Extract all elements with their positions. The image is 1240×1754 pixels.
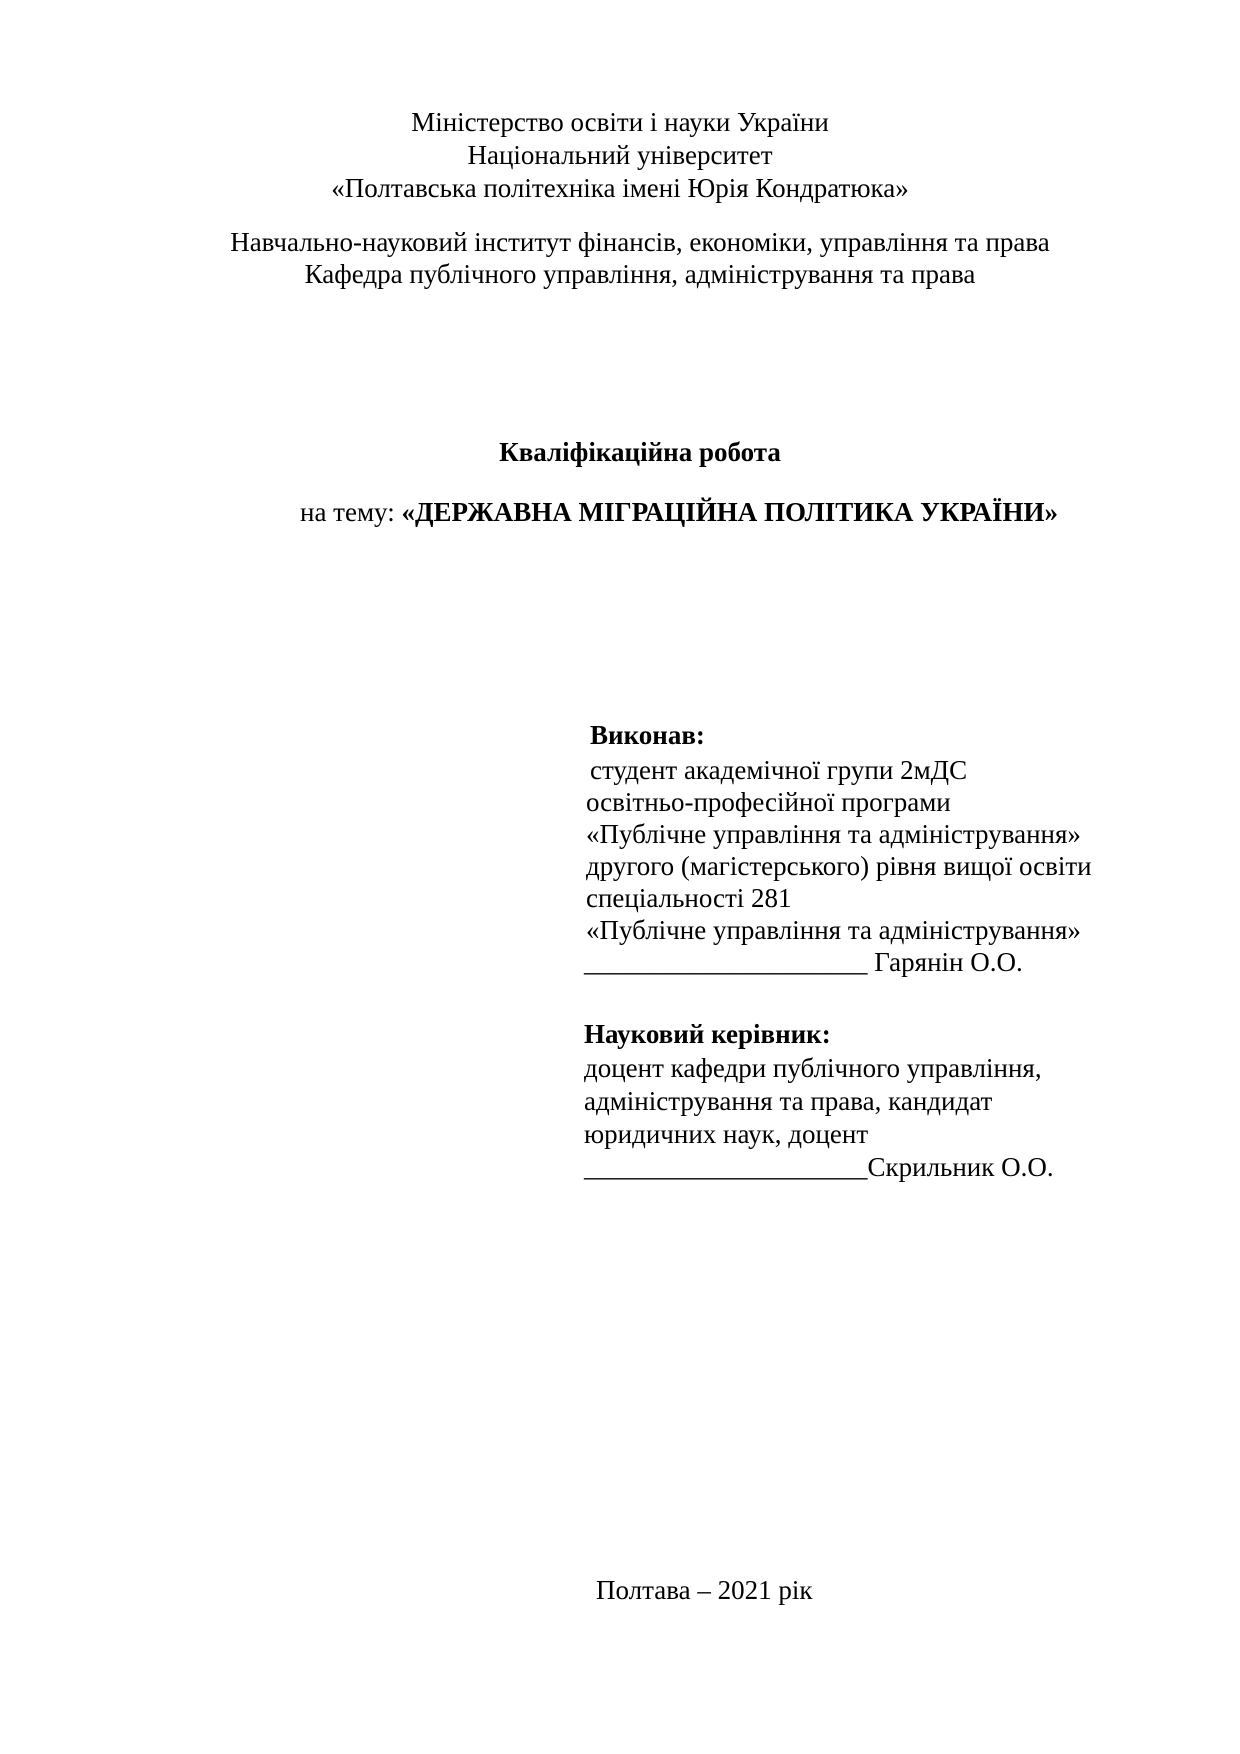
author-line: другого (магістерського) рівня вищої освіти [586,851,1092,881]
place-year: Полтава – 2021 рік [596,1575,813,1605]
supervisor-label: Науковий керівник: [584,1019,831,1049]
signature-line: _____________________ [584,947,868,977]
author-label: Виконав: [590,720,705,750]
institute-name: Навчально-науковий інститут фінансів, економіки, управління та права [230,227,1050,257]
topic-title: «ДЕРЖАВНА МІГРАЦІЙНА ПОЛІТИКА УКРАЇНИ» [401,497,1059,527]
supervisor-line: юридичних наук, доцент [584,1119,869,1149]
author-line: освітньо-професійної програми [586,787,951,817]
ministry-name: Міністерство освіти і науки України [411,107,829,137]
department-name: Кафедра публічного управління, адміністрування та права [304,259,976,289]
university-name: «Полтавська політехніка імені Юрія Кондратюка» [331,173,909,203]
topic-prefix: на тему: [300,497,402,527]
supervisor-name: Скрильник О.О. [867,1152,1054,1182]
work-type-heading: Кваліфікаційна робота [499,437,781,467]
author-line: «Публічне управління та адміністрування» [586,819,1081,849]
supervisor-signature [584,1151,1054,1183]
author-line: «Публічне управління та адміністрування» [586,915,1081,945]
author-line: спеціальності 281 [586,883,792,913]
university-type: Національний університет [467,140,773,170]
signature-line: _____________________ [584,1152,868,1182]
author-line: студент академічної групи 2мДС [590,755,968,785]
topic-line [300,496,1058,528]
author-name: Гарянін О.О. [867,947,1023,977]
author-signature [584,946,1023,978]
supervisor-line: доцент кафедри публічного управління, [584,1053,1042,1083]
supervisor-line: адміністрування та права, кандидат [584,1086,993,1116]
